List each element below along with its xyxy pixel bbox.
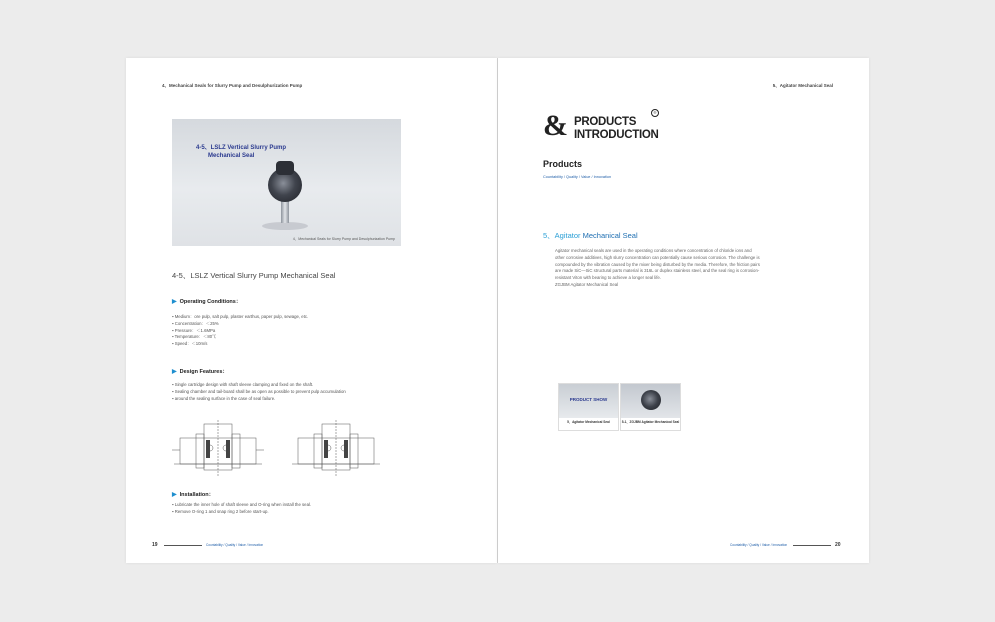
thumbnail-caption: 5-1、ZGJBM Agitator Mechanical Seal — [621, 420, 680, 424]
products-tagline: Countability / Quality / Value / Innovation — [543, 175, 612, 179]
list-item: ▪ Speed：＜10m/s — [172, 341, 208, 347]
seal-top-ring — [276, 161, 294, 175]
seal-thumbnail-icon — [641, 390, 661, 410]
hero-title-line2: Mechanical Seal — [208, 153, 255, 159]
page-number-left: 19 — [152, 542, 158, 548]
design-features-heading — [172, 367, 228, 375]
ampersand-logo: & — [543, 109, 568, 142]
list-item: ▪ Medium：ore pulp, salt pulp, plaster earthus, paper pulp, sewage, etc. — [172, 314, 309, 319]
product-show-label: PRODUCT SHOW — [569, 397, 608, 402]
page-number-right: 20 — [835, 542, 841, 548]
list-item: ▪ Remove O-ring 1 and snap ring 2 before start-up. — [172, 508, 269, 514]
product-hero-image — [172, 119, 401, 246]
footer-tagline: Countability / Quality / Value / Innovation — [730, 543, 788, 547]
list-item: ▪ Single cartridge design with shaft sleeve clamping and fixed on the shaft. — [172, 382, 314, 387]
seal-reflection — [262, 222, 308, 230]
products-heading: Products — [543, 159, 583, 169]
thumbnail-product-show[interactable] — [558, 383, 619, 431]
thumbnail-caption: 5、Agitator Mechanical Seal — [567, 420, 610, 424]
operating-conditions-heading — [172, 297, 241, 305]
title-word-mechanical-seal: Mechanical Seal — [580, 231, 638, 240]
section-number: 5、 — [543, 231, 555, 240]
footer-rule — [793, 545, 831, 546]
design-features-label: Design Features： — [179, 369, 228, 375]
list-item: ▪ Pressure：＜1.6MPa — [172, 327, 216, 333]
section-title: 4-5、LSLZ Vertical Slurry Pump Mechanical Seal — [172, 271, 336, 280]
triangle-bullet-icon: ▶ — [172, 299, 177, 305]
list-item: ▪ Sealing chamber and tail-board shall be as open as possible to prevent pulp accumulation — [172, 388, 346, 394]
right-page-header: 5、Agitator Mechanical Seal — [772, 83, 833, 88]
title-word-agitator: Agitator — [554, 231, 581, 240]
footer-tagline: Countability / Quality / Value / Innovation — [206, 543, 264, 547]
agitator-description-text: Agitator mechanical seals are used in the operating conditions where concentration of chloride ions and other corrosive additives, high slurry concentration can potentially cause serious corrosion. The challenge is compounded by the vibration caused by the mixer being disturbed by the media. Therefore, the friction pairs are made SiC—SiC structural parts material is 316L or duplex stainless steel, and the seal ring is corrosion-resistant Viton with bearing to achieve a longer seal life. — [555, 248, 760, 281]
agitator-section-title — [543, 230, 638, 241]
thumbnail-zgjbm-seal[interactable] — [620, 383, 681, 431]
triangle-bullet-icon: ▶ — [172, 492, 177, 498]
thumbnail-image — [621, 384, 680, 418]
left-page — [126, 58, 497, 563]
operating-conditions-list — [172, 314, 308, 348]
hero-title-line1: 4-5、LSLZ Vertical Slurry Pump — [196, 145, 287, 151]
design-features-list — [172, 382, 346, 402]
technical-drawing-right — [288, 420, 384, 476]
logo-line2: INTRODUCTION — [574, 129, 659, 141]
thumbnail-image — [559, 384, 618, 418]
triangle-bullet-icon: ▶ — [172, 369, 177, 375]
technical-drawing-left — [170, 420, 266, 476]
hero-title — [196, 144, 286, 160]
agitator-description-last: ZGJBM Agitator Mechanical Seal — [555, 281, 619, 287]
footer-rule — [164, 545, 202, 546]
right-page — [498, 58, 869, 563]
list-item: ▪ Temperature：＜80℃ — [172, 334, 217, 340]
hero-caption: 4、Mechanical Seals for Slurry Pump and Desulphurization Pump — [292, 237, 395, 241]
agitator-description — [555, 248, 760, 289]
registered-icon: ® — [651, 109, 659, 117]
operating-conditions-label: Operating Conditions： — [179, 299, 242, 305]
installation-list — [172, 502, 311, 516]
installation-heading — [172, 490, 214, 498]
list-item: ▪ Concentration：＜25% — [172, 320, 219, 326]
installation-label: Installation： — [179, 492, 215, 498]
list-item: ▪ around the sealing surface in the case of seal failure. — [172, 395, 276, 401]
left-page-header: 4、Mechanical Seals for Slurry Pump and Desulphurization Pump — [162, 83, 303, 88]
logo-line1: PRODUCTS — [574, 116, 637, 128]
list-item: ▪ Lubricate the inner hole of shaft sleeve and O-ring when install the seal. — [172, 502, 312, 507]
